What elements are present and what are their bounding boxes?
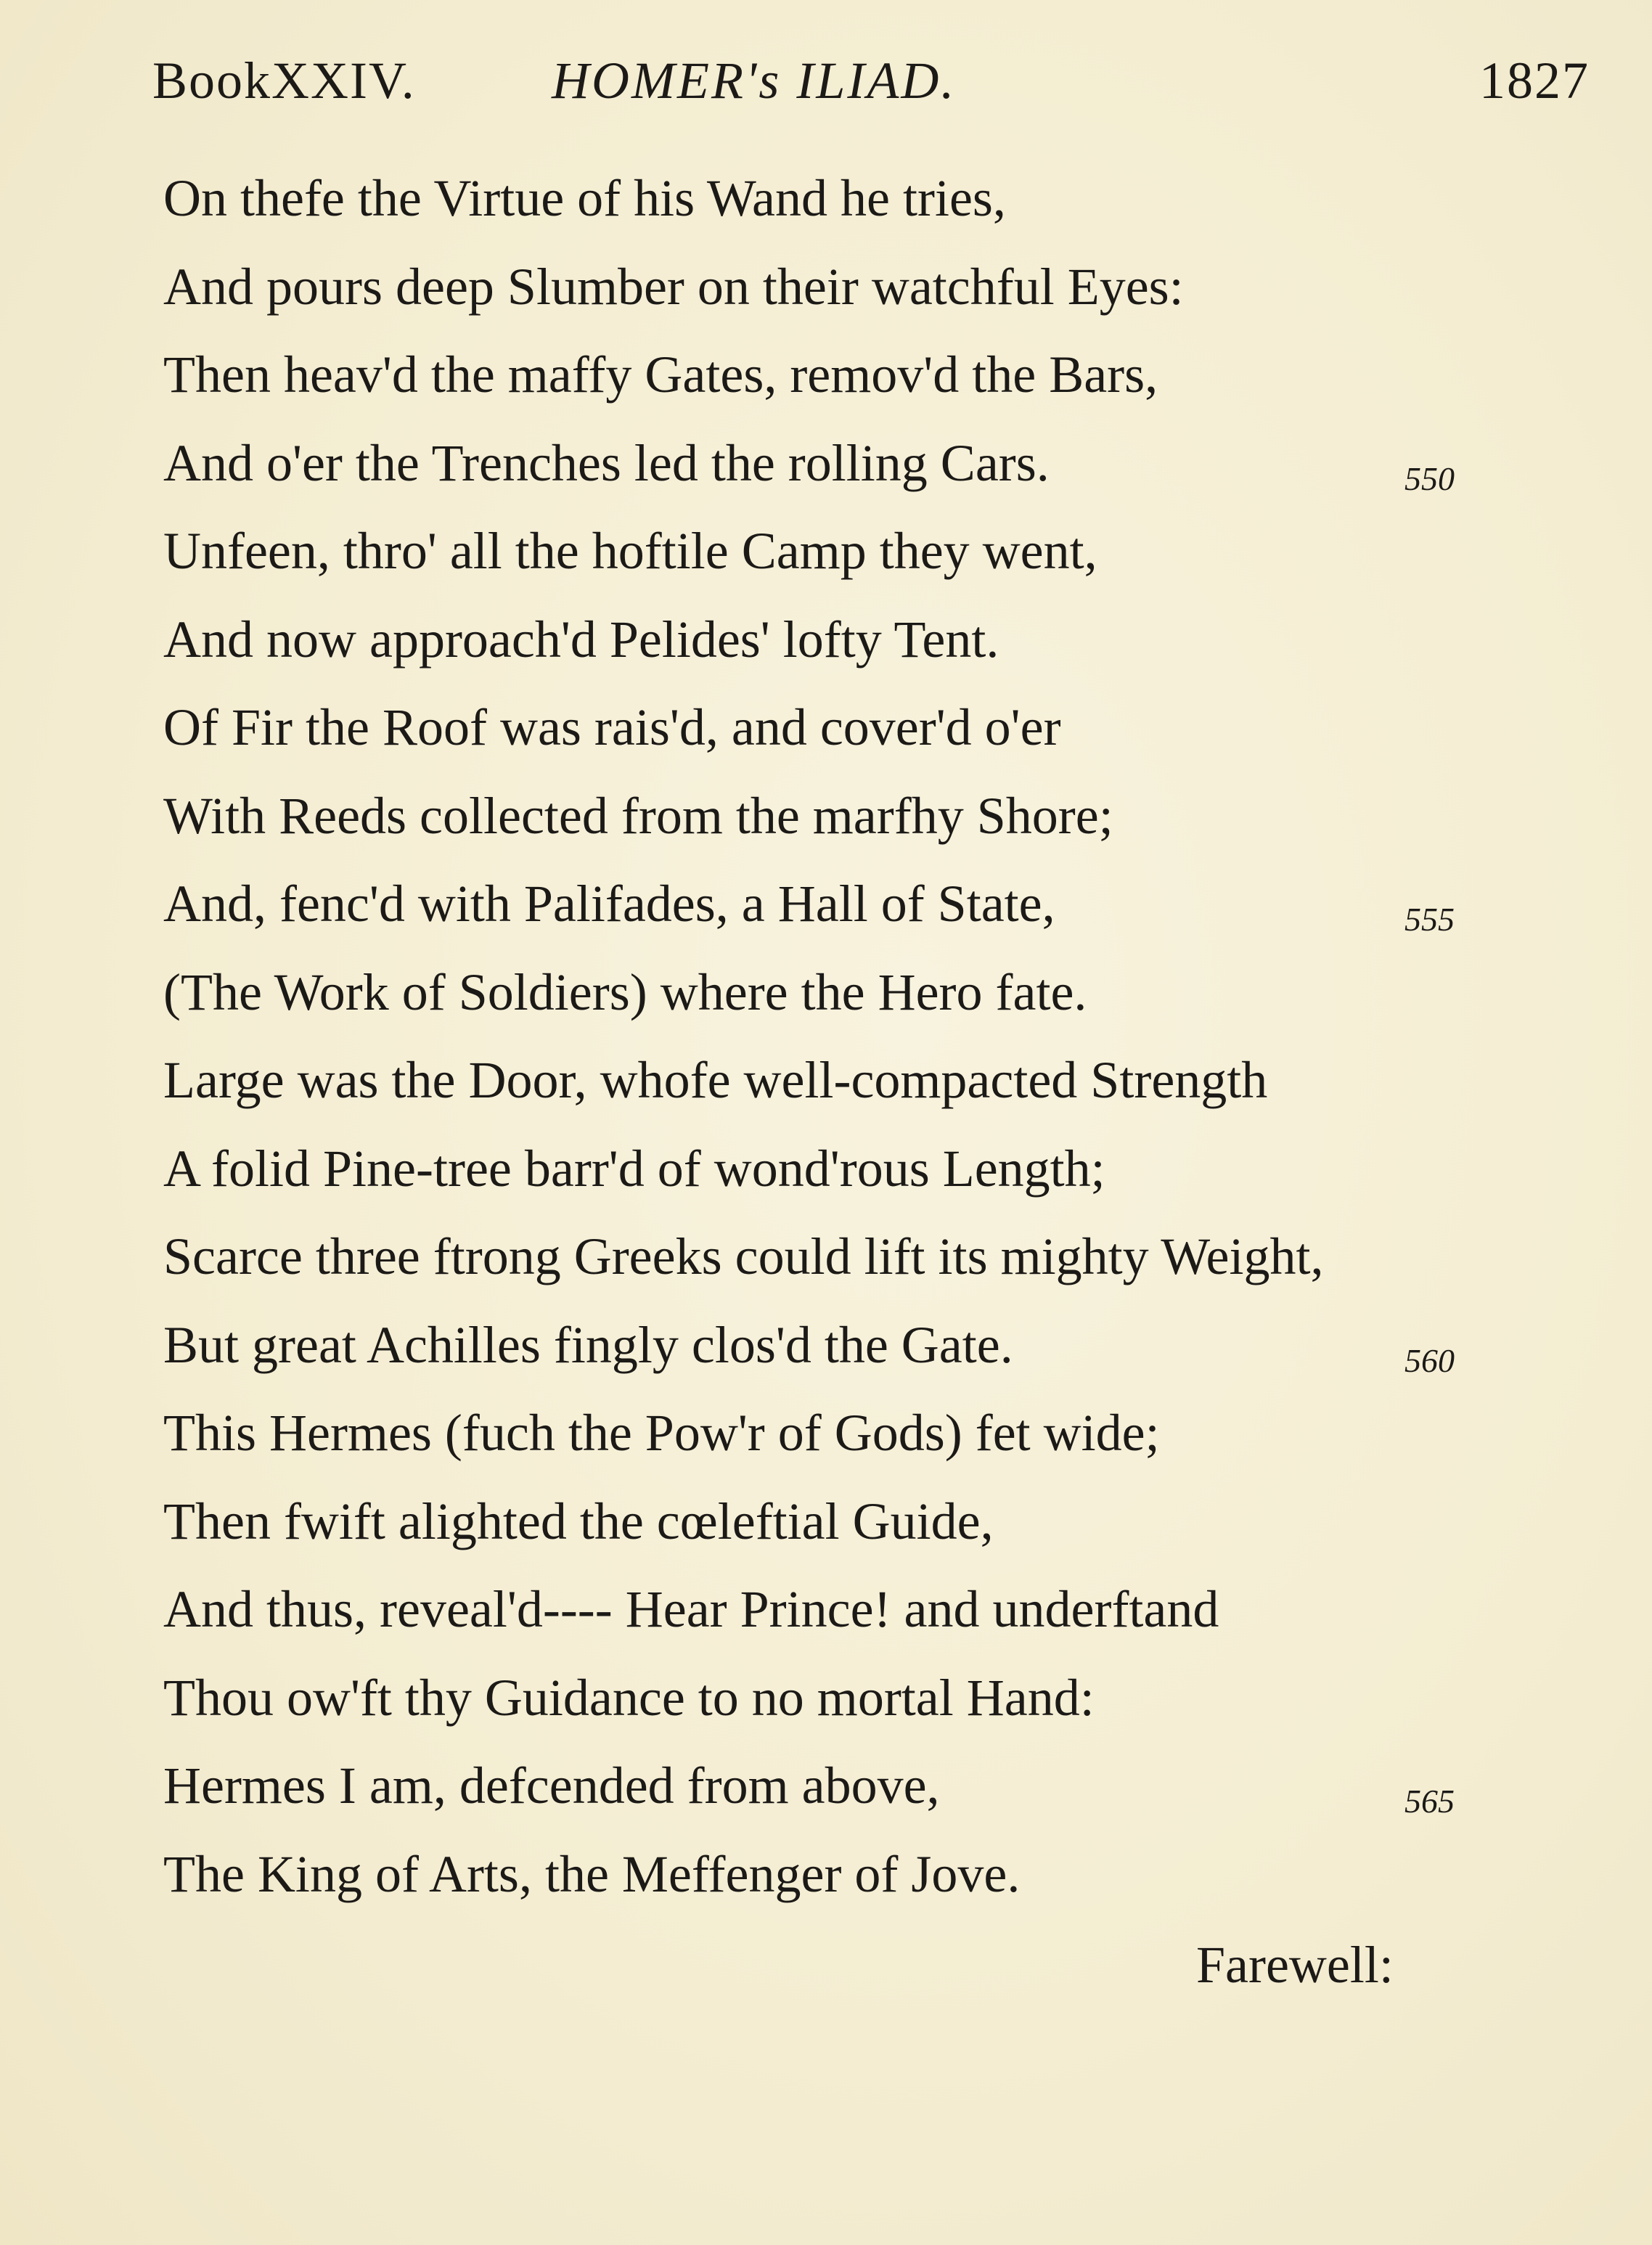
catchword: Farewell: [1196, 1936, 1394, 1994]
verse-text: And o'er the Trenches led the rolling Cars. [163, 433, 1050, 492]
page-number: 1827 [1479, 52, 1590, 110]
verse-line [163, 1312, 1542, 1401]
verse-line [163, 165, 1542, 254]
verse-text: Hermes I am, defcended from above, [163, 1757, 940, 1815]
book-label: BookXXIV. [152, 52, 416, 110]
verse-line [163, 695, 1542, 783]
line-number: 565 [1404, 1783, 1455, 1820]
verse-line [163, 1224, 1542, 1312]
verse-text: With Reeds collected from the marfhy Shore; [163, 786, 1113, 845]
verse-text: Then heav'd the maffy Gates, remov'd the Bars, [163, 345, 1158, 404]
verse-line [163, 254, 1542, 343]
verse-line [163, 1047, 1542, 1136]
line-number: 555 [1404, 901, 1455, 938]
verse-text: Then fwift alighted the cœleftial Guide, [163, 1492, 994, 1550]
verse-text: (The Work of Soldiers) where the Hero fate. [163, 962, 1087, 1021]
verse-text: This Hermes (fuch the Pow'r of Gods) fet wide; [163, 1404, 1160, 1462]
verse-line [163, 960, 1542, 1048]
verse-line [163, 871, 1542, 960]
verse-line [163, 1489, 1542, 1577]
verse-line [163, 607, 1542, 695]
verse-line [163, 1400, 1542, 1489]
verse-text: And now approach'd Pelides' lofty Tent. [163, 610, 999, 668]
line-number: 560 [1404, 1341, 1455, 1379]
verse-text: Scarce three ftrong Greeks could lift its mighty Weight, [163, 1227, 1324, 1285]
verse-text: And thus, reveal'd---- Hear Prince! and underftand [163, 1580, 1219, 1638]
verse-text: And pours deep Slumber on their watchful Eyes: [163, 257, 1184, 316]
verse-text: On thefe the Virtue of his Wand he tries, [163, 169, 1006, 227]
verse-line [163, 1841, 1542, 1930]
verse-line [163, 1136, 1542, 1224]
verse-text: Unfeen, thro' all the hoftile Camp they went, [163, 522, 1097, 580]
verse-line [163, 783, 1542, 872]
verse-text: Large was the Door, whofe well-compacted Strength [163, 1051, 1268, 1109]
running-title: HOMER's ILIAD. [552, 52, 957, 110]
verse-text: The King of Arts, the Meffenger of Jove. [163, 1844, 1021, 1903]
verse-text: But great Achilles fingly clos'd the Gate. [163, 1315, 1013, 1374]
verse-line [163, 1577, 1542, 1665]
verse-line [163, 1753, 1542, 1841]
verse-line [163, 518, 1542, 607]
verse-text: Thou ow'ft thy Guidance to no mortal Hand: [163, 1668, 1095, 1727]
verse-line [163, 342, 1542, 430]
verse-text: Of Fir the Roof was rais'd, and cover'd o'er [163, 698, 1061, 756]
verse-line [163, 1665, 1542, 1754]
verse-block [163, 165, 1542, 1929]
verse-text: And, fenc'd with Palifades, a Hall of State, [163, 875, 1055, 933]
verse-text: A folid Pine-tree barr'd of wond'rous Length; [163, 1139, 1105, 1198]
running-header [152, 51, 1590, 123]
verse-line [163, 430, 1542, 519]
line-number: 550 [1404, 459, 1455, 497]
